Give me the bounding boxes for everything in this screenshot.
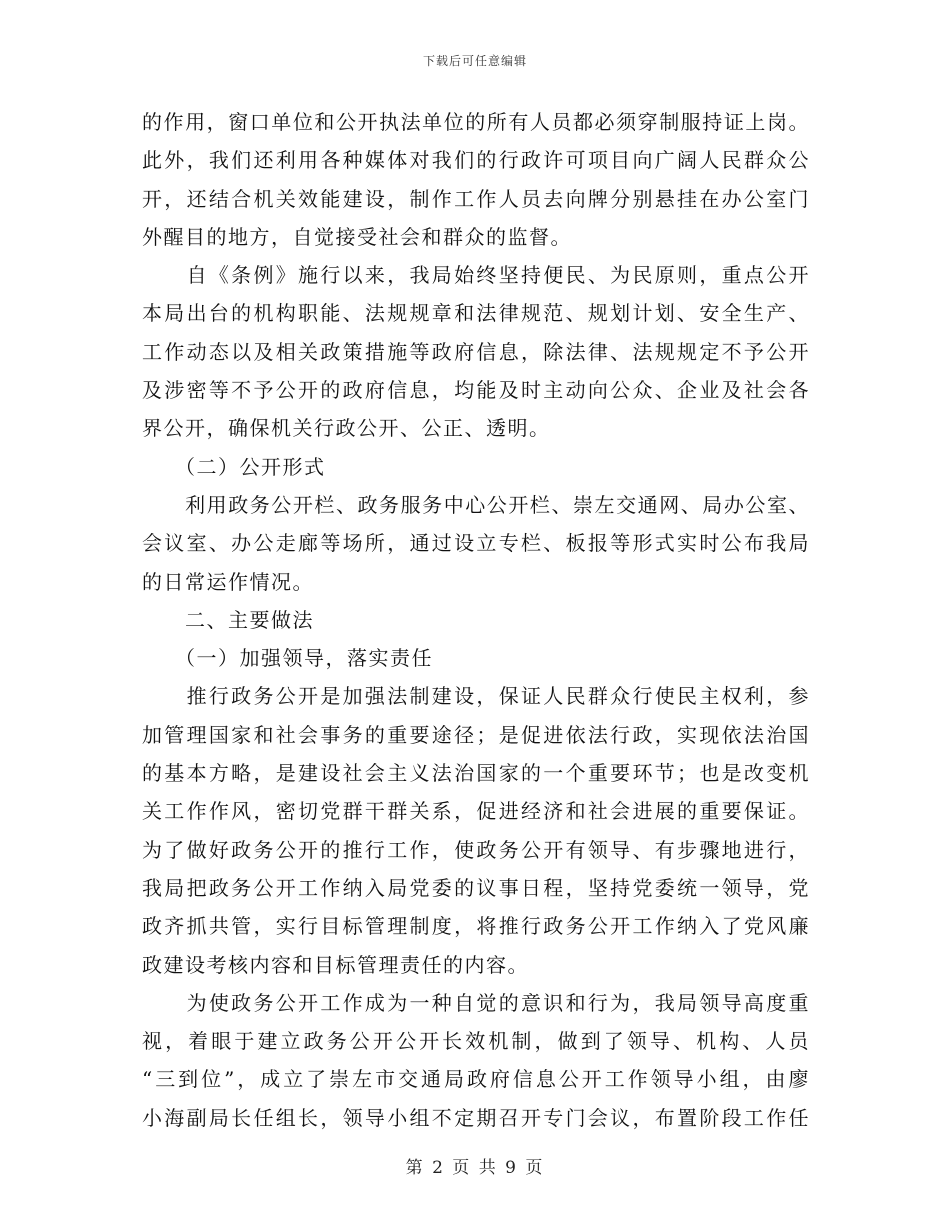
section-heading: （二）公开形式 xyxy=(142,454,326,479)
text-line: 政齐抓共管，实行目标管理制度，将推行政务公开工作纳入了党风廉 xyxy=(142,914,810,939)
text-line: 此外，我们还利用各种媒体对我们的行政许可项目向广阔人民群众公 xyxy=(142,148,810,173)
text-line: 为使政务公开工作成为一种自觉的意识和行为，我局领导高度重 xyxy=(142,990,810,1015)
text-line: 自《条例》施行以来，我局始终坚持便民、为民原则，重点公开 xyxy=(142,263,810,288)
text-line: 的日常运作情况。 xyxy=(142,569,314,594)
text-line: 关工作作风，密切党群干群关系，促进经济和社会进展的重要保证。 xyxy=(142,799,810,824)
text-line: 为了做好政务公开的推行工作，使政务公开有领导、有步骤地进行， xyxy=(142,837,810,862)
text-line: 外醒目的地方，自觉接受社会和群众的监督。 xyxy=(142,224,572,249)
page-header: 下载后可任意编辑 xyxy=(422,54,527,68)
text-line: 开，还结合机关效能建设，制作工作人员去向牌分别悬挂在办公室门 xyxy=(142,186,810,211)
text-line: 本局出台的机构职能、法规规章和法律规范、规划计划、安全生产、 xyxy=(142,301,810,326)
text-line: 工作动态以及相关政策措施等政府信息，除法律、法规规定不予公开 xyxy=(142,339,810,364)
text-line: 政建设考核内容和目标管理责任的内容。 xyxy=(142,952,529,977)
text-line: 利用政务公开栏、政务服务中心公开栏、崇左交通网、局办公室、 xyxy=(142,492,810,517)
text-line: 小海副局长任组长，领导小组不定期召开专门会议，布置阶段工作任 xyxy=(142,1105,810,1130)
document-body xyxy=(142,103,810,1137)
text-line: 界公开，确保机关行政公开、公正、透明。 xyxy=(142,416,551,441)
section-heading: 二、主要做法 xyxy=(142,607,314,632)
text-line: 的基本方略，是建设社会主义法治国家的一个重要环节；也是改变机 xyxy=(142,761,810,786)
text-line: 的作用，窗口单位和公开执法单位的所有人员都必须穿制服持证上岗。 xyxy=(142,110,810,134)
text-line: 我局把政务公开工作纳入局党委的议事日程，坚持党委统一领导，党 xyxy=(142,875,810,900)
section-heading: （一）加强领导，落实责任 xyxy=(142,646,433,671)
text-line: 及涉密等不予公开的政府信息，均能及时主动向公众、企业及社会各 xyxy=(142,378,810,403)
text-line: 视，着眼于建立政务公开公开长效机制，做到了领导、机构、人员 xyxy=(142,1029,810,1054)
page-number: 第 2 页 共 9 页 xyxy=(405,1158,545,1178)
text-line: 加管理国家和社会事务的重要途径；是促进依法行政，实现依法治国 xyxy=(142,722,810,747)
text-line: “三到位”，成立了崇左市交通局政府信息公开工作领导小组，由廖 xyxy=(142,1067,810,1092)
text-line: 推行政务公开是加强法制建设，保证人民群众行使民主权利，参 xyxy=(142,684,810,709)
text-line: 会议室、办公走廊等场所，通过设立专栏、板报等形式实时公布我局 xyxy=(142,531,810,556)
